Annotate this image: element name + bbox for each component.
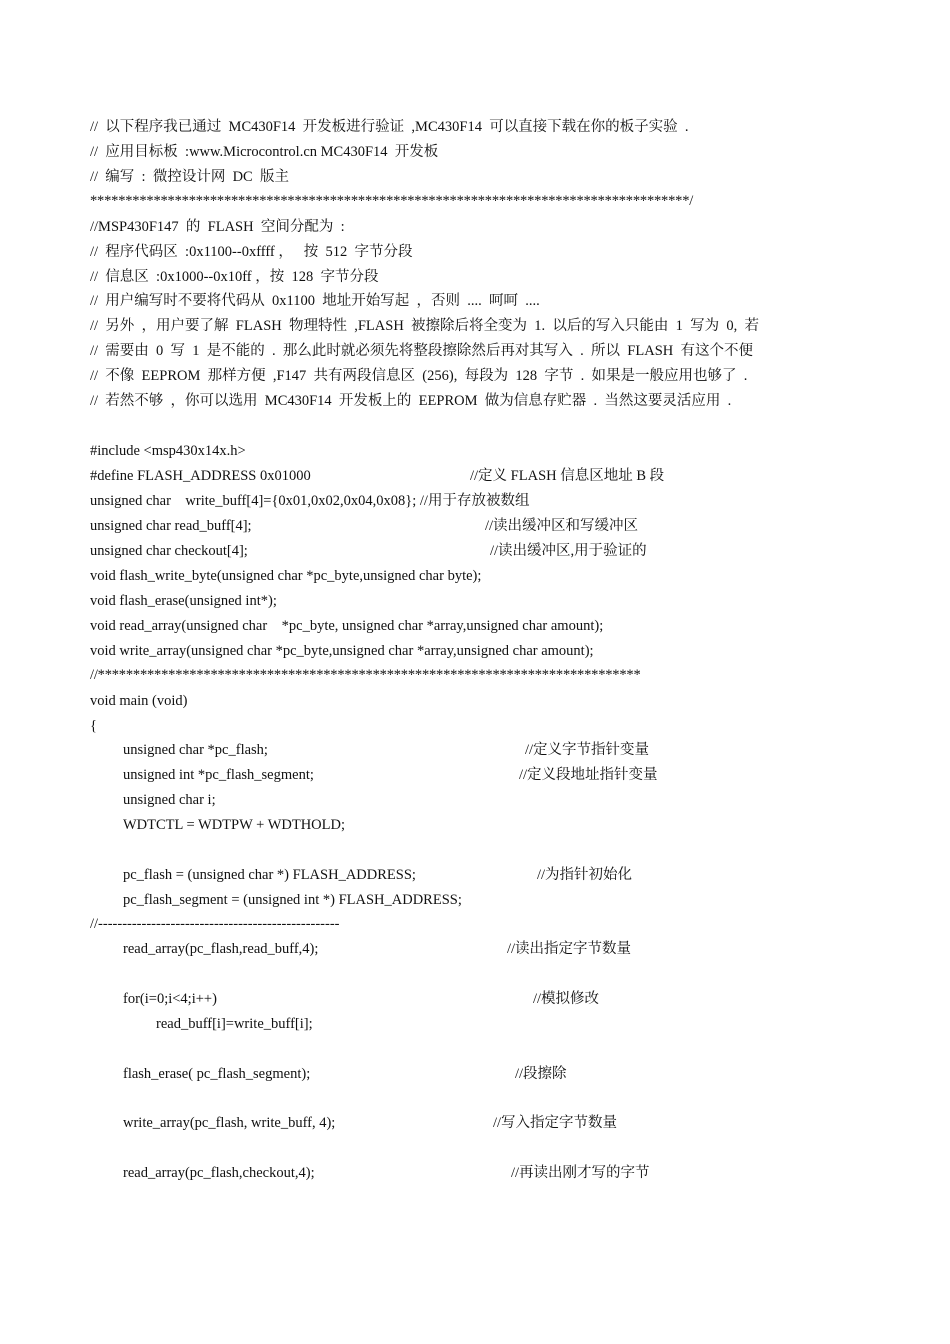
code-loop-body: read_buff[i]=write_buff[i]; [156,1016,313,1032]
code-comment-flash-erase: //段擦除 [515,1066,567,1082]
note-line-3: // 需要由 0 写 1 是不能的 . 那么此时就必须先将整段擦除然后再对其写入 . 所以 FLASH 有这个不便 [90,343,753,359]
code-include: #include <msp430x14x.h> [90,443,246,459]
code-define-address: #define FLASH_ADDRESS 0x01000 [90,468,311,484]
flash-map-code-area: // 程序代码区 :0x1100--0xffff ， 按 512 字节分段 [90,244,413,260]
code-write-array-call: write_array(pc_flash, write_buff, 4); [123,1115,336,1131]
code-comment-read-buff: //读出缓冲区和写缓冲区 [485,518,639,534]
code-for-loop: for(i=0;i<4;i++) [123,991,217,1007]
code-write-buff: unsigned char write_buff[4]={0x01,0x02,0x04,0x08}; //用于存放被数组 [90,493,530,509]
code-proto-read-array: void read_array(unsigned char *pc_byte, unsigned char *array,unsigned char amount); [90,618,604,634]
code-flash-erase-call: flash_erase( pc_flash_segment); [123,1066,311,1082]
flash-map-title: //MSP430F147 的 FLASH 空间分配为 : [90,219,345,235]
code-pc-flash-init: pc_flash = (unsigned char *) FLASH_ADDRESS; [123,867,416,883]
separator-line-stars: *************************************************************************************/ [90,193,694,209]
code-comment-pc-flash-init: //为指针初始化 [537,867,633,883]
code-comment-for-loop: //模拟修改 [533,991,600,1007]
code-comment-define: //定义 FLASH 信息区地址 B 段 [470,468,665,484]
code-var-pc-flash: unsigned char *pc_flash; [123,742,268,758]
note-line-1: // 用户编写时不要将代码从 0x1100 地址开始写起 ，否则 .... 呵呵 .... [90,293,540,309]
header-comment-line-1: // 以下程序我已通过 MC430F14 开发板进行验证 ,MC430F14 可以直接下载在你的板子实验 . [90,119,689,135]
code-var-pc-flash-segment: unsigned int *pc_flash_segment; [123,767,314,783]
note-line-5: // 若然不够 ，你可以选用 MC430F14 开发板上的 EEPROM 做为信息存贮器 . 当然这要灵活应用 . [90,393,732,409]
code-wdtctl: WDTCTL = WDTPW + WDTHOLD; [123,817,346,833]
code-separator-stars: //***************************************************************************** [90,667,641,683]
code-comment-read-array: //读出指定字节数量 [507,941,632,957]
code-comment-write-array: //写入指定字节数量 [493,1115,618,1131]
code-proto-write-byte: void flash_write_byte(unsigned char *pc_byte,unsigned char byte); [90,568,482,584]
code-comment-pc-flash-segment: //定义段地址指针变量 [519,767,658,783]
note-line-2: // 另外 ，用户要了解 FLASH 物理特性 ,FLASH 被擦除后将全变为 1. 以后的写入只能由 1 写为 0, 若 [90,318,760,334]
code-proto-erase: void flash_erase(unsigned int*); [90,593,277,609]
code-read-buff: unsigned char read_buff[4]; [90,518,252,534]
code-read-checkout-call: read_array(pc_flash,checkout,4); [123,1165,315,1181]
code-var-i: unsigned char i; [123,792,216,808]
flash-map-info-area: // 信息区 :0x1000--0x10ff ，按 128 字节分段 [90,269,379,285]
code-main-signature: void main (void) [90,693,188,709]
code-pc-flash-segment-init: pc_flash_segment = (unsigned int *) FLASH_ADDRESS; [123,892,462,908]
header-comment-line-2: // 应用目标板 :www.Microcontrol.cn MC430F14 开发板 [90,144,439,160]
code-comment-read-checkout: //再读出刚才写的字节 [511,1165,650,1181]
code-checkout: unsigned char checkout[4]; [90,543,248,559]
code-read-array-call: read_array(pc_flash,read_buff,4); [123,941,319,957]
code-open-brace: { [90,718,97,734]
code-comment-checkout: //读出缓冲区,用于验证的 [490,543,647,559]
code-comment-pc-flash: //定义字节指针变量 [525,742,650,758]
note-line-4: // 不像 EEPROM 那样方便 ,F147 共有两段信息区 (256), 每段为 128 字节 . 如果是一般应用也够了 . [90,368,748,384]
header-comment-line-3: // 编写 : 微控设计网 DC 版主 [90,169,289,185]
code-dash-separator: //-------------------------------------------------- [90,916,340,932]
code-proto-write-array: void write_array(unsigned char *pc_byte,unsigned char *array,unsigned char amount); [90,643,594,659]
